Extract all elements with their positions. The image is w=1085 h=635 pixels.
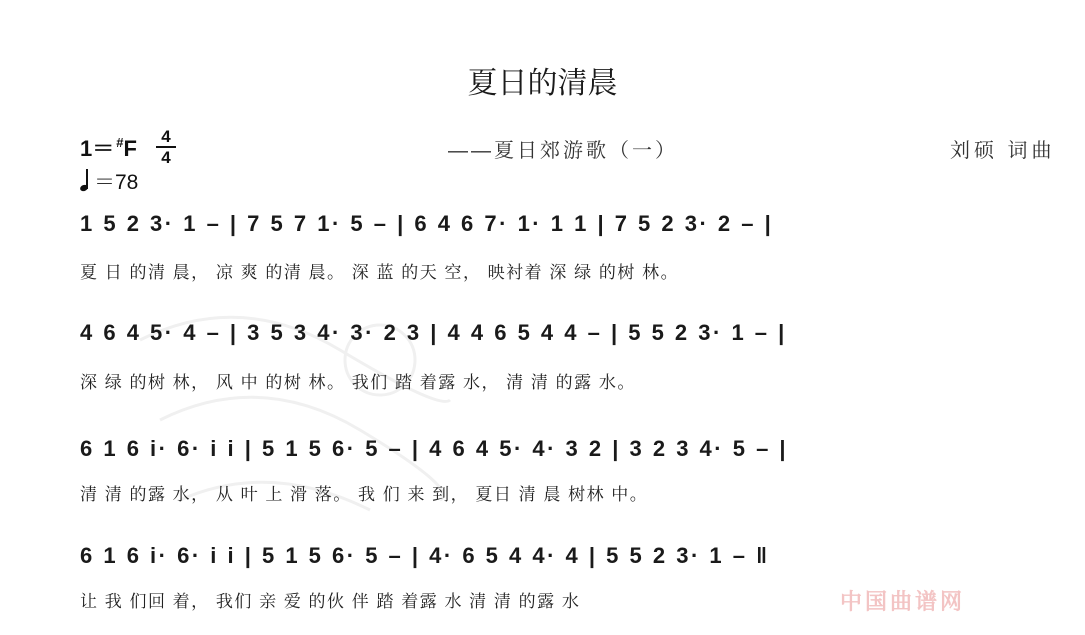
time-signature-top: 4 bbox=[161, 127, 171, 146]
key-prefix: 1＝ bbox=[80, 136, 115, 161]
lyric-line-4: 让 我 们回 着， 我们 亲 爱 的伙 伴 踏 着露 水 清 清 的露 水 bbox=[80, 592, 581, 611]
key-signature bbox=[80, 132, 137, 163]
notation-line-3: 6 1 6 i· 6· i i | 5 1 5 6· 5 – | 4 6 4 5· 4· 3 2 | 3 2 3 4· 5 – | bbox=[80, 436, 789, 461]
tempo-value: ＝78 bbox=[94, 171, 139, 194]
quarter-note-stem bbox=[86, 169, 88, 189]
lyric-line-3: 清 清 的露 水， 从 叶 上 滑 落。 我 们 来 到， 夏日 清 晨 树林 中。 bbox=[80, 485, 649, 504]
song-title: 夏日的清晨 bbox=[467, 67, 618, 100]
notation-line-2: 4 6 4 5· 4 – | 3 5 3 4· 3· 2 3 | 4 4 6 5 4 4 – | 5 5 2 3· 1 – | bbox=[80, 320, 787, 345]
notation-line-1: 1 5 2 3· 1 – | 7 5 7 1· 5 – | 6 4 6 7· 1· 1 1 | 7 5 2 3· 2 – | bbox=[80, 211, 774, 236]
lyric-line-1: 夏 日 的清 晨， 凉 爽 的清 晨。 深 蓝 的天 空， 映衬着 深 绿 的树 林。 bbox=[80, 263, 680, 282]
key-note: F bbox=[123, 136, 137, 161]
tempo-marking bbox=[80, 166, 138, 196]
notation-line-4: 6 1 6 i· 6· i i | 5 1 5 6· 5 – | 4· 6 5 4 4· 4 | 5 5 2 3· 1 – ‖ bbox=[80, 543, 770, 568]
song-subtitle: ——夏日郊游歌（一） bbox=[448, 140, 678, 162]
author-credit: 刘硕 词曲 bbox=[950, 140, 1056, 162]
site-watermark: 中国曲谱网 bbox=[840, 589, 966, 614]
time-signature bbox=[156, 128, 176, 166]
lyric-line-2: 深 绿 的树 林， 风 中 的树 林。 我们 踏 着露 水， 清 清 的露 水。 bbox=[80, 373, 636, 392]
time-signature-bottom: 4 bbox=[161, 148, 171, 167]
sharp-sign: # bbox=[116, 135, 124, 150]
